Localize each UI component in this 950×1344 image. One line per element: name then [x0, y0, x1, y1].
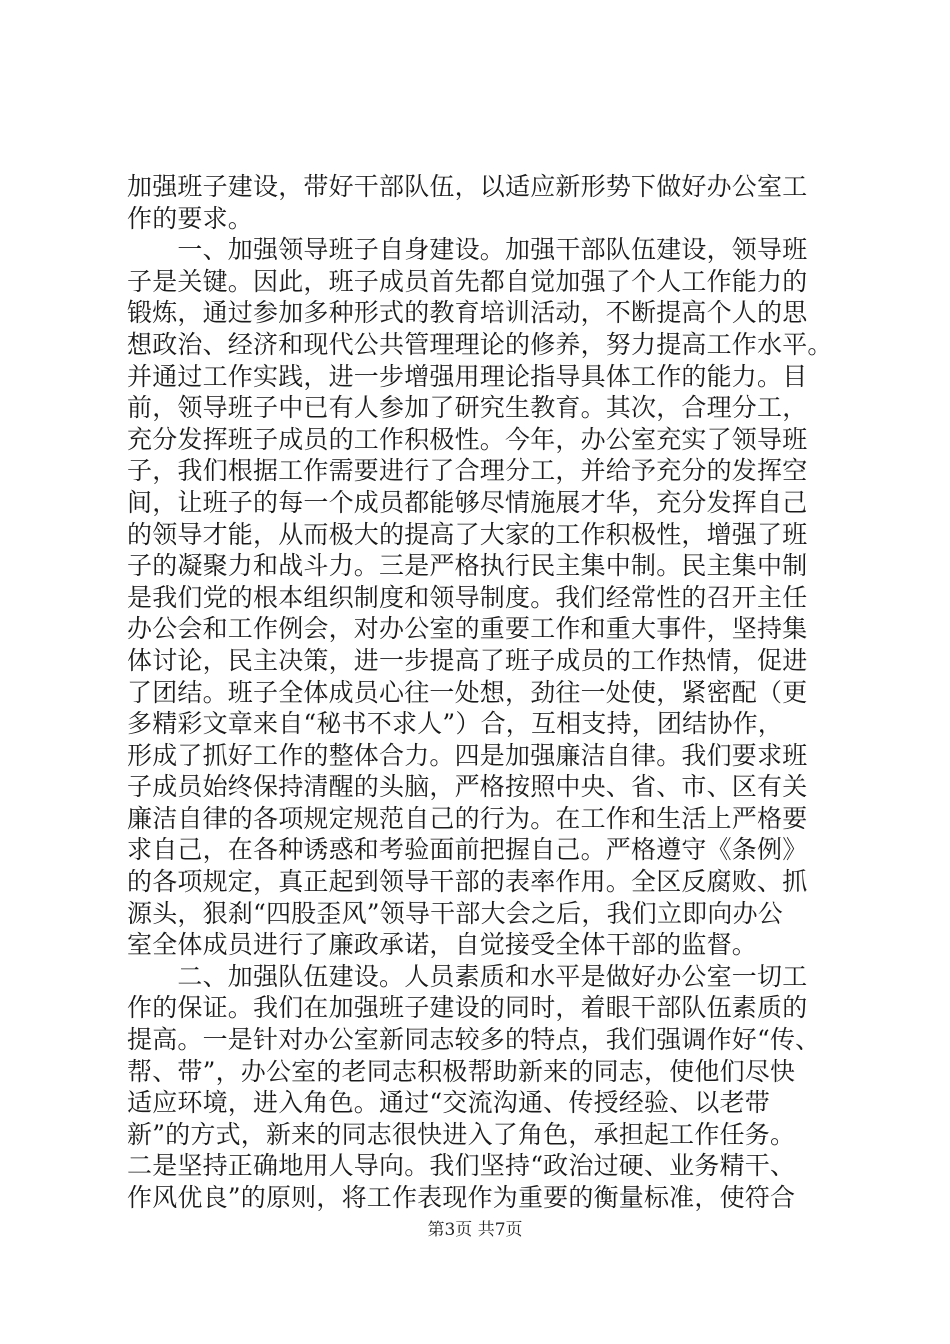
text-line: 室全体成员进行了廉政承诺，自觉接受全体干部的监督。	[127, 930, 758, 960]
text-line: 廉洁自律的各项规定规范自己的行为。在工作和生活上严格要	[127, 803, 808, 833]
text-line: 帮、带”，办公室的老同志积极帮助新来的同志，使他们尽快	[127, 1056, 796, 1086]
text-line: 的各项规定，真正起到领导干部的表率作用。全区反腐败、抓	[127, 867, 808, 897]
text-line: 二是坚持正确地用人导向。我们坚持“政治过硬、业务精干、	[127, 1151, 796, 1181]
text-line: 一、加强领导班子自身建设。加强干部队伍建设，领导班	[127, 235, 808, 265]
text-line: 间，让班子的每一个成员都能够尽情施展才华，充分发挥自己	[127, 487, 808, 517]
text-line: 多精彩文章来自“秘书不求人”）合，互相支持，团结协作，	[127, 709, 783, 739]
text-line: 想政治、经济和现代公共管理理论的修养，努力提高工作水平。	[127, 329, 833, 359]
text-line: 提高。一是针对办公室新同志较多的特点，我们强调作好“传、	[127, 1025, 821, 1055]
text-line: 子，我们根据工作需要进行了合理分工，并给予充分的发挥空	[127, 456, 808, 486]
text-line: 源头，狠刹“四股歪风”领导干部大会之后，我们立即向办公	[127, 898, 783, 928]
text-line: 二、加强队伍建设。人员素质和水平是做好办公室一切工	[127, 961, 808, 991]
text-line: 前，领导班子中已有人参加了研究生教育。其次，合理分工，	[127, 393, 808, 423]
page-number: 第3页 共7页	[427, 1220, 523, 1240]
text-line: 新”的方式，新来的同志很快进入了角色，承担起工作任务。	[127, 1119, 796, 1149]
text-line: 是我们党的根本组织制度和领导制度。我们经常性的召开主任	[127, 582, 808, 612]
text-line: 充分发挥班子成员的工作积极性。今年，办公室充实了领导班	[127, 424, 808, 454]
text-line: 并通过工作实践，进一步增强用理论指导具体工作的能力。目	[127, 361, 808, 391]
text-line: 子的凝聚力和战斗力。三是严格执行民主集中制。民主集中制	[127, 551, 808, 581]
text-line: 了团结。班子全体成员心往一处想，劲往一处使，紧密配（更	[127, 677, 808, 707]
text-line: 作风优良”的原则，将工作表现作为重要的衡量标准，使符合	[127, 1183, 796, 1212]
body-text	[127, 171, 847, 1214]
text-line: 的领导才能，从而极大的提高了大家的工作积极性，增强了班	[127, 519, 808, 549]
text-line: 子成员始终保持清醒的头脑，严格按照中央、省、市、区有关	[127, 772, 808, 802]
text-line: 形成了抓好工作的整体合力。四是加强廉洁自律。我们要求班	[127, 740, 808, 770]
text-line: 体讨论，民主决策，进一步提高了班子成员的工作热情，促进	[127, 645, 808, 675]
text-line: 求自己，在各种诱惑和考验面前把握自己。严格遵守《条例》	[127, 835, 808, 865]
text-line: 加强班子建设，带好干部队伍，以适应新形势下做好办公室工	[127, 172, 808, 201]
text-line: 作的保证。我们在加强班子建设的同时，着眼干部队伍素质的	[127, 993, 808, 1023]
text-line: 适应环境，进入角色。通过“交流沟通、传授经验、以老带	[127, 1088, 770, 1118]
text-line: 办公会和工作例会，对办公室的重要工作和重大事件，坚持集	[127, 614, 808, 644]
text-line: 作的要求。	[127, 203, 254, 233]
text-line: 锻炼，通过参加多种形式的教育培训活动，不断提高个人的思	[127, 298, 808, 328]
text-line: 子是关键。因此，班子成员首先都自觉加强了个人工作能力的	[127, 266, 808, 296]
